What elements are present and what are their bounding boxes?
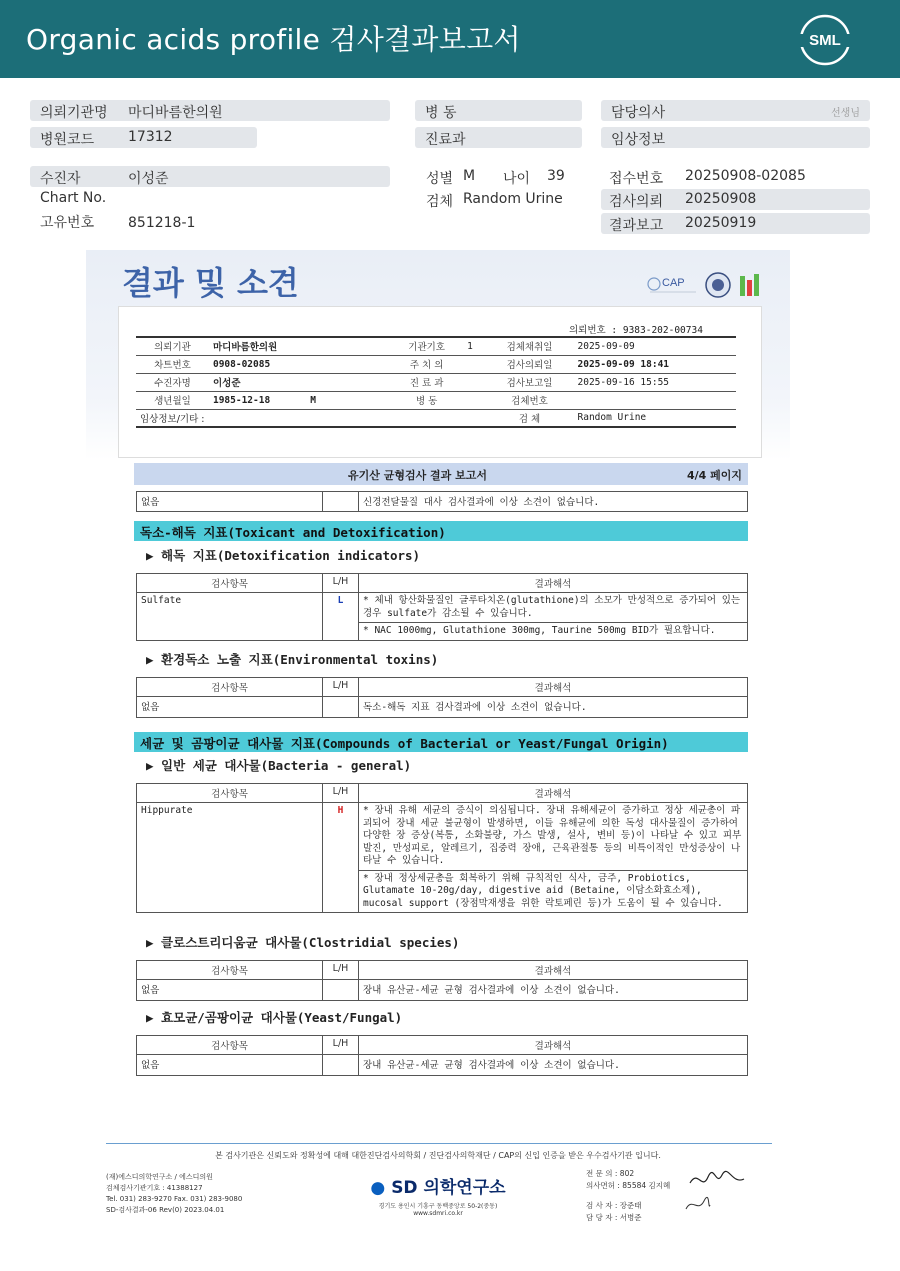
item-cell: 없음	[137, 1055, 323, 1076]
info-value: 2025-09-09	[574, 337, 737, 355]
info-value	[463, 373, 485, 391]
col-item-header: 검사항목	[137, 784, 323, 803]
col-item-header: 검사항목	[137, 678, 323, 697]
patient-field	[30, 166, 390, 187]
footer-signatures	[586, 1168, 670, 1224]
interp-cell: * 장내 유해 세균의 증식이 의심됩니다. 장내 유해세균이 증가하고 정상 세균총이 파괴되어 장내 세균 불균형이 발생하면, 이들 유해균에 의한 독성 대사물질이 증가하여 다양한 장 증상(복통, 소화불량, 가스 발생, 설사, 변비 등)이 나타날 수 있고 피부발진, 만성피로, 알레르기, 집중력 장애, 근육관절통 등의 비특이적인 만성증상이 나타날 수 있습니다.	[359, 803, 748, 871]
page-title: Organic acids profile 검사결과보고서	[26, 23, 521, 56]
info-key: 차트번호	[136, 355, 209, 373]
info-row	[136, 391, 736, 409]
col-interp-header: 결과해석	[359, 1036, 748, 1055]
table-header-row	[137, 574, 748, 593]
institution-label: 의뢰기관명	[40, 105, 108, 121]
info-value	[209, 391, 390, 409]
col-item-header: 검사항목	[137, 574, 323, 593]
flag-cell	[323, 1055, 359, 1076]
detox-result-table	[136, 573, 748, 641]
reference-number: 의뢰번호 : 9383-202-00734	[569, 325, 703, 336]
request-field	[601, 189, 870, 210]
info-value	[574, 391, 737, 409]
interp-cell: 장내 유산균-세균 균형 검사결과에 이상 소견이 없습니다.	[359, 1055, 748, 1076]
item-cell: 없음	[137, 697, 323, 718]
interp-cell: 독소-해독 지표 검사결과에 이상 소견이 없습니다.	[359, 697, 748, 718]
institution-value: 마디바름한의원	[128, 105, 223, 121]
col-interp-header: 결과해석	[359, 678, 748, 697]
sd-lab-address: 경기도 용인시 기흥구 동백중앙로 50-2(중동)	[378, 1203, 498, 1210]
info-value: 마디바름한의원	[209, 337, 390, 355]
sml-logo-icon	[797, 12, 853, 68]
interp-cell: * 체내 항산화물질인 글루타치온(glutathione)의 소모가 만성적으로 증가되어 있는 경우 sulfate가 감소될 수 있습니다.	[359, 593, 748, 623]
interp-cell: * 장내 정상세균총을 회복하기 위해 규칙적인 식사, 금주, Probiotics, Glutamate 10-20g/day, digestive aid (Betaine, 이담소화효소제), mucosal support (장점막재생을 위한 락토페린 등)가 도움이 될 수 있습니다.	[359, 870, 748, 913]
detox-subheading: ▶ 해독 지표(Detoxification indicators)	[146, 548, 421, 563]
receipt-label: 접수번호	[609, 171, 664, 187]
yeast-result-table	[136, 1035, 748, 1076]
table-row	[137, 593, 748, 623]
interp-cell: * NAC 1000mg, Glutathione 300mg, Taurine 500mg BID가 필요합니다.	[359, 623, 748, 641]
report-date-label: 결과보고	[609, 218, 664, 234]
license-line: 의사면허 : 85584 김지혜	[586, 1181, 671, 1190]
info-value: 이성준	[209, 373, 390, 391]
col-interp-header: 결과해석	[359, 574, 748, 593]
age-value: 39	[547, 168, 565, 184]
request-value: 20250908	[685, 191, 757, 207]
hospital-code-value: 17312	[128, 129, 173, 145]
low-flag: L	[323, 593, 359, 641]
info-key: 검체채취일	[486, 337, 574, 355]
footer-divider	[106, 1143, 772, 1144]
info-key: 진 료 과	[390, 373, 463, 391]
item-cell: 없음	[137, 980, 323, 1001]
info-row	[136, 409, 736, 427]
result-report	[86, 250, 790, 1250]
flag-cell	[323, 980, 359, 1001]
header-band	[0, 0, 900, 78]
clostridial-result-table	[136, 960, 748, 1001]
info-key: 검사보고일	[486, 373, 574, 391]
table-row	[137, 1055, 748, 1076]
col-lh-header: L/H	[323, 784, 359, 803]
info-row	[136, 355, 736, 373]
clinical-label: 임상정보	[611, 132, 666, 148]
neuro-result-table	[136, 491, 748, 512]
page-number: 4/4 페이지	[686, 469, 742, 482]
flag-cell	[323, 492, 359, 512]
doctor-label: 담당의사	[611, 105, 666, 121]
ward-field	[415, 100, 582, 121]
clostridial-subheading: ▶ 클로스트리디움균 대사물(Clostridial species)	[146, 935, 460, 950]
info-value: Random Urine	[574, 409, 737, 427]
info-key: 병 동	[390, 391, 463, 409]
doctor-suffix: 선생님	[831, 108, 860, 119]
flag-cell	[323, 697, 359, 718]
table-row	[137, 980, 748, 1001]
info-key: 기관기호	[390, 337, 463, 355]
report-heading: 결과 및 소견	[122, 264, 299, 302]
unique-label: 고유번호	[40, 215, 95, 231]
patient-label: 수진자	[40, 171, 81, 187]
info-value: 2025-09-16 15:55	[574, 373, 737, 391]
interp-cell: 신경전달물질 대사 검사결과에 이상 소견이 없습니다.	[359, 492, 748, 512]
bacteria-result-table	[136, 783, 748, 913]
info-value	[463, 391, 485, 409]
specimen-label: 검체	[426, 194, 454, 210]
tox-section-bar: 독소-해독 지표(Toxicant and Detoxification)	[134, 521, 748, 541]
doctor-field	[601, 100, 870, 121]
ward-label: 병 동	[425, 105, 457, 121]
info-key: 검사의뢰일	[486, 355, 574, 373]
col-interp-header: 결과해석	[359, 784, 748, 803]
receipt-value: 20250908-02085	[685, 168, 806, 184]
table-row	[137, 492, 748, 512]
hospital-code-label: 병원코드	[40, 132, 95, 148]
signature-small-icon	[682, 1195, 712, 1215]
env-result-table	[136, 677, 748, 718]
clinical-field	[601, 127, 870, 148]
interp-cell: 장내 유산균-세균 균형 검사결과에 이상 소견이 없습니다.	[359, 980, 748, 1001]
request-label: 검사의뢰	[609, 194, 664, 210]
sd-lab-name	[368, 1173, 508, 1198]
signature-icon	[686, 1165, 748, 1193]
footer-line-2: 검체검사기관기호 : 41388127	[106, 1184, 203, 1192]
specialist-line: 전 문 의 : 802	[586, 1169, 635, 1178]
footer-institution	[106, 1172, 242, 1216]
sex-value: M	[463, 168, 476, 184]
table-row	[137, 697, 748, 718]
certification-badges-icon	[644, 268, 764, 302]
birth-sex: M	[310, 394, 316, 406]
report-date-field	[601, 213, 870, 234]
yeast-subheading: ▶ 효모균/곰팡이균 대사물(Yeast/Fungal)	[146, 1010, 403, 1025]
sd-lab-website: www.sdmri.co.kr	[413, 1210, 463, 1217]
col-lh-header: L/H	[323, 1036, 359, 1055]
info-row	[136, 373, 736, 391]
certification-note: 본 검사기관은 신뢰도와 정확성에 대해 대한진단검사의학회 / 진단검사의학재단 / CAP의 신입 인증을 받은 우수검사기관 입니다.	[215, 1151, 661, 1160]
info-key: 수진자명	[136, 373, 209, 391]
report-subtitle: 유기산 균형검사 결과 보고서	[348, 469, 487, 482]
col-item-header: 검사항목	[137, 1036, 323, 1055]
table-header-row	[137, 1036, 748, 1055]
high-flag: H	[323, 803, 359, 913]
item-cell: Hippurate	[137, 803, 323, 913]
cap-badge-text: CAP	[662, 277, 685, 289]
col-lh-header: L/H	[323, 574, 359, 593]
item-cell: Sulfate	[137, 593, 323, 641]
table-row	[137, 803, 748, 871]
bacteria-section-bar: 세균 및 곰팡이균 대사물 지표(Compounds of Bacterial or Yeast/Fungal Origin)	[134, 732, 748, 752]
footer-line-1: (재)에스디의학연구소 / 에스디의원	[106, 1173, 213, 1181]
table-header-row	[137, 678, 748, 697]
info-value	[463, 355, 485, 373]
patient-value: 이성준	[128, 171, 169, 187]
logo-text: SML	[809, 32, 841, 49]
info-key: 의뢰기관	[136, 337, 209, 355]
footer-line-3: Tel. 031) 283-9270 Fax. 031) 283-9080	[106, 1195, 243, 1203]
col-lh-header: L/H	[323, 678, 359, 697]
sex-label: 성별	[426, 171, 454, 187]
sd-logo-icon: ●	[370, 1178, 386, 1198]
col-lh-header: L/H	[323, 961, 359, 980]
sd-lab-name-text: SD 의학연구소	[391, 1178, 506, 1198]
dept-label: 진료과	[425, 132, 466, 148]
footer-line-4: SD-검사결과-06 Rev(0) 2023.04.01	[106, 1206, 225, 1214]
col-interp-header: 결과해석	[359, 961, 748, 980]
dept-field	[415, 127, 582, 148]
table-header-row	[137, 784, 748, 803]
tester-line: 검 사 자 : 장준태	[586, 1201, 642, 1210]
report-date-value: 20250919	[685, 215, 757, 231]
info-value: 1	[463, 337, 485, 355]
info-key: 생년월일	[136, 391, 209, 409]
item-cell: 없음	[137, 492, 323, 512]
clinical-info-key: 임상정보/기타 :	[136, 409, 486, 427]
info-key: 검 체	[486, 409, 574, 427]
specimen-value: Random Urine	[463, 191, 563, 207]
manager-line: 담 당 자 : 서병준	[586, 1213, 642, 1222]
institution-field	[30, 100, 390, 121]
info-row	[136, 337, 736, 355]
info-value: 0908-02085	[209, 355, 390, 373]
col-item-header: 검사항목	[137, 961, 323, 980]
birth-date: 1985-12-18	[212, 394, 271, 406]
table-header-row	[137, 961, 748, 980]
info-value: 2025-09-09 18:41	[574, 355, 737, 373]
unique-value: 851218-1	[128, 215, 196, 231]
page-bar	[134, 463, 748, 485]
info-key: 검체번호	[486, 391, 574, 409]
chart-label: Chart No.	[40, 190, 107, 206]
hospital-code-field	[30, 127, 257, 148]
env-subheading: ▶ 환경독소 노출 지표(Environmental toxins)	[146, 652, 439, 667]
report-info-table	[136, 336, 736, 428]
info-key: 주 치 의	[390, 355, 463, 373]
age-label: 나이	[503, 171, 531, 187]
sd-lab-logo	[368, 1173, 508, 1217]
bacteria-subheading: ▶ 일반 세균 대사물(Bacteria - general)	[146, 758, 412, 773]
